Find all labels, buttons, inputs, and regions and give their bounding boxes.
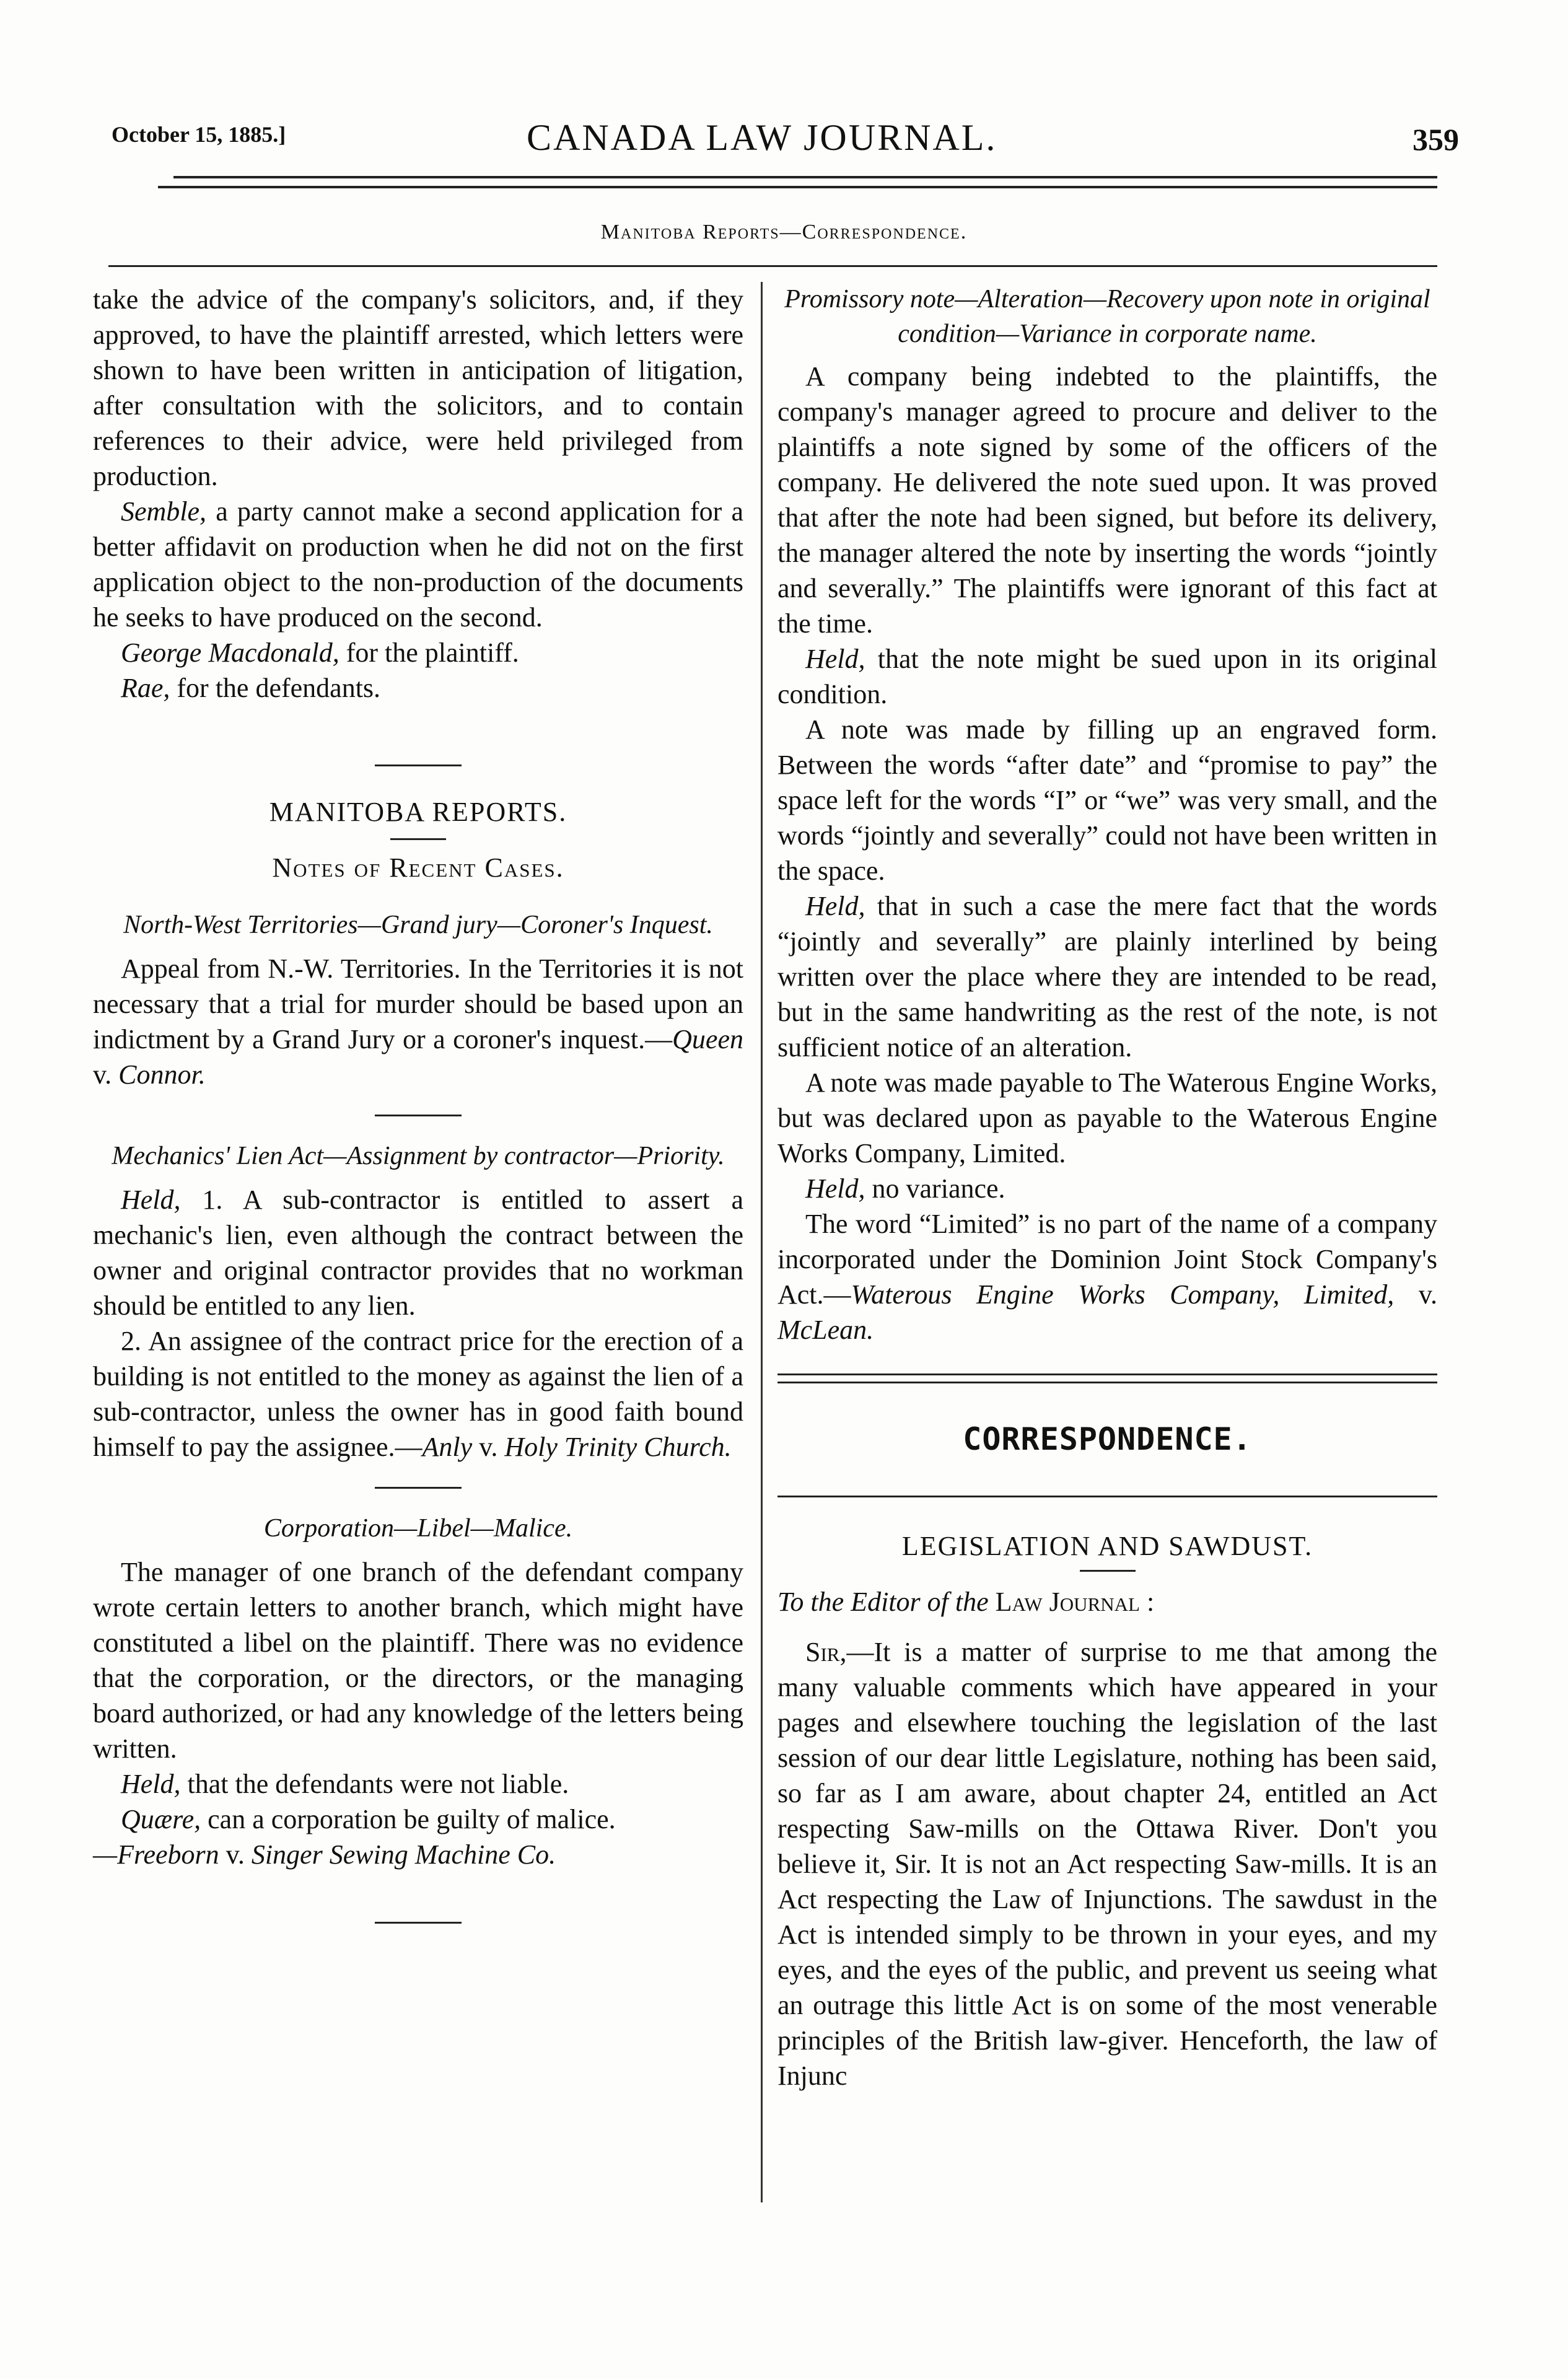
case-divider [375, 1922, 462, 1924]
case-heading: North-West Territories—Grand jury—Coroner's Inquest. [123, 911, 713, 939]
case-heading: Corporation—Libel—Malice. [263, 1514, 573, 1543]
paragraph-text: no variance. [865, 1173, 1005, 1204]
column-divider [761, 282, 763, 2202]
paragraph-text: that the defendants were not liable. [180, 1769, 569, 1799]
notes-title: Notes of Recent Cases. [272, 852, 564, 883]
counsel-line [93, 635, 743, 670]
letter-sir: Sir, [805, 1637, 847, 1667]
counsel-line [93, 670, 743, 706]
held-label: Held, [805, 1173, 865, 1204]
case-party: Waterous Engine Works Company, Limited, [851, 1279, 1395, 1310]
paragraph [93, 1182, 743, 1323]
letter-text: —It is a matter of surprise to me that among the many valuable comments which have appeared in your pages and elsewhere touching the legislation of the last session of our dear little Legislature, nothing has been said, so far as I am aware, about chapter 24, entitled an Act respecting Saw-mills on the Ottawa River. Don't you believe it, Sir. It is not an Act respecting Saw-mills. It is an Act respecting the Law of Injunctions. The sawdust in the Act is intended simply to be thrown in your eyes, and my eyes, and the eyes of the public, and prevent us seeing what an outrage this little Act is on some of the most venerable principles of the British law-giver. Henceforth, the law of Injunc [777, 1637, 1437, 2091]
paragraph-text: Appeal from N.-W. Territories. In the Territories it is not necessary that a trial for murder should be based upon an indictment by a Grand Jury or a coroner's inquest.— [93, 953, 743, 1054]
paragraph-text: that the note might be sued upon in its original condition. [777, 644, 1437, 709]
paragraph [93, 1802, 743, 1837]
held-label: Held, [805, 891, 865, 921]
correspondence-title: CORRESPONDENCE. [963, 1421, 1252, 1457]
running-subheading: Manitoba Reports—Correspondence. [600, 221, 968, 243]
paragraph [93, 1766, 743, 1802]
paragraph [93, 494, 743, 635]
paragraph [777, 1206, 1437, 1347]
title-divider [1080, 1570, 1136, 1572]
section-rule [777, 1496, 1437, 1497]
held-label: Held, [121, 1769, 181, 1799]
left-column [93, 282, 743, 1924]
case-versus: v. [1394, 1279, 1437, 1310]
paragraph [777, 1171, 1437, 1206]
paragraph-text: a party cannot make a second application for a better affidavit on production when he did not on the first application object to the non-production of the documents he seeks to have produced on the second. [93, 496, 743, 633]
case-divider [375, 1115, 462, 1116]
right-column [777, 282, 1437, 2093]
case-party: Anly [422, 1432, 473, 1462]
subheading-rule [108, 265, 1437, 267]
paragraph-text: can a corporation be guilty of malice. [201, 1804, 616, 1834]
quaere-label: Quære, [121, 1804, 201, 1834]
counsel-name: Rae, [121, 673, 170, 703]
case-party: Connor. [118, 1059, 206, 1090]
counsel-role: for the defendants. [170, 673, 381, 703]
paragraph: A company being indebted to the plaintiffs, the company's manager agreed to procure and deliver to the plaintiffs a note signed by some of the officers of the company. He delivered the note sued upon. It was proved that after the note had been signed, but before its delivery, the manager altered the note by inserting the words “jointly and severally.” The plaintiffs were ignorant of this fact at the time. [777, 361, 1437, 639]
case-party: McLean. [777, 1315, 874, 1345]
counsel-name: George Macdonald, [121, 637, 339, 668]
case-heading: Promissory note—Alteration—Recovery upon note in original condition—Variance in corporate name. [784, 285, 1430, 348]
paragraph [777, 888, 1437, 1065]
paragraph-text: that in such a case the mere fact that the words “jointly and severally” are plainly interlined by being written over the place where they are intended to be read, but in the same handwriting as the rest of the note, is not sufficient notice of an alteration. [777, 891, 1437, 1062]
case-versus: v. [472, 1432, 505, 1462]
journal-title: CANADA LAW JOURNAL. [527, 117, 997, 158]
semble-label: Semble, [121, 496, 207, 527]
paragraph [777, 641, 1437, 712]
case-party: Queen [672, 1024, 743, 1054]
letter-salutation [777, 1584, 1437, 1619]
page-number: 359 [1413, 122, 1459, 157]
editor-colon: : [1139, 1587, 1155, 1617]
case-party: Singer Sewing Machine Co. [251, 1839, 556, 1870]
case-party: Holy Trinity Church. [504, 1432, 732, 1462]
editor-line: To the Editor of the [777, 1587, 989, 1617]
paragraph [93, 1323, 743, 1465]
journal-name: Law Journal [988, 1587, 1140, 1617]
letter-body [777, 1634, 1437, 2093]
case-citation [93, 1837, 743, 1872]
paragraph: A note was made payable to The Waterous Engine Works, but was declared upon as payable to the Waterous Engine Works Company, Limited. [777, 1067, 1437, 1168]
counsel-role: for the plaintiff. [339, 637, 519, 668]
held-label: Held, [805, 644, 865, 674]
case-versus: v. [93, 1059, 119, 1090]
case-party: —Freeborn [93, 1839, 219, 1870]
paragraph [93, 951, 743, 1092]
case-heading: Mechanics' Lien Act—Assignment by contractor—Priority. [112, 1142, 725, 1170]
paragraph: take the advice of the company's solicitors, and, if they approved, to have the plaintiff arrested, which letters were shown to have been written in anticipation of litigation, after consultation with the solicitors, and to contain references to their advice, were held privileged from production. [93, 284, 743, 491]
section-divider [390, 838, 446, 840]
paragraph-text: 1. A sub-contractor is entitled to assert a mechanic's lien, even although the contract between the owner and original contractor provides that no workman should be entitled to any lien. [93, 1185, 743, 1321]
paragraph: A note was made by filling up an engraved form. Between the words “after date” and “promise to pay” the space left for the words “I” or “we” was very small, and the words “jointly and severally” could not have been written in the space. [777, 714, 1437, 886]
header-date: October 15, 1885.] [112, 122, 286, 147]
section-double-rule [777, 1374, 1437, 1383]
paragraph: The manager of one branch of the defendant company wrote certain letters to another branch, which might have constituted a libel on the plaintiff. There was no evidence that the corporation, or the directors, or the managing board authorized, or had any knowledge of the letters being written. [93, 1557, 743, 1764]
case-versus: v. [219, 1839, 252, 1870]
letter-title: LEGISLATION AND SAWDUST. [901, 1531, 1313, 1561]
section-title: MANITOBA REPORTS. [269, 797, 567, 827]
paragraph-text: The word “Limited” is no part of the name of a company incorporated under the Dominion Joint Stock Company's Act.— [777, 1209, 1437, 1310]
header-rule [158, 186, 1437, 188]
header-rule [173, 176, 1437, 178]
held-label: Held, [121, 1185, 181, 1215]
section-divider [375, 765, 462, 766]
paragraph-text: 2. An assignee of the contract price for the erection of a building is not entitled to the money as against the lien of a sub-contractor, unless the owner has in good faith bound himself to pay the assignee.— [93, 1326, 743, 1462]
case-divider [375, 1487, 462, 1489]
